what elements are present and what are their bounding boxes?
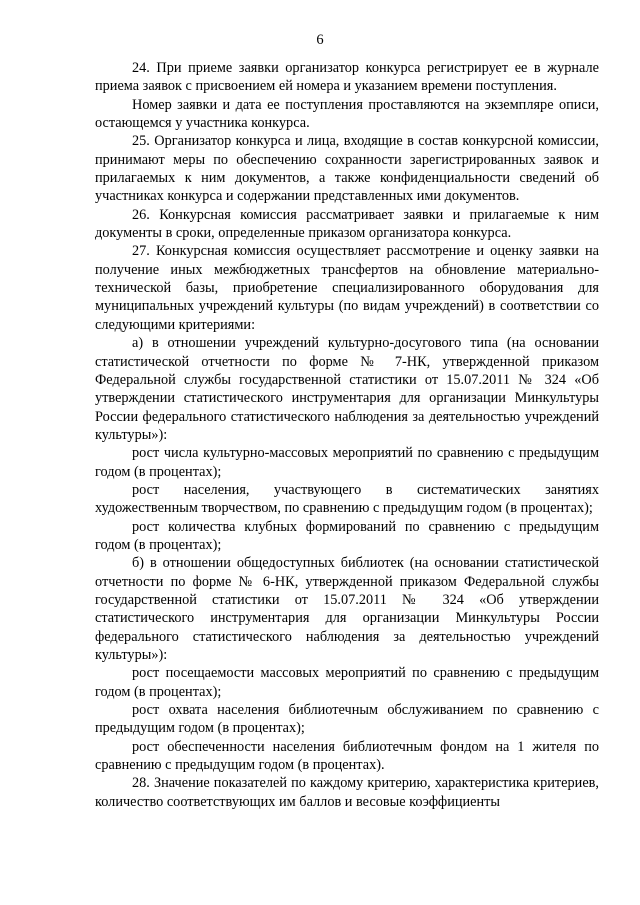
paragraph-25: 25. Организатор конкурса и лица, входящие в состав конкурсной комиссии, принимают меры по обеспечению сохранности зарегистрированных заявок и прилагаемых к ним документов, а также конфиденциальности сведений об участниках конкурса и содержании представленных ими документов. [95,133,599,205]
criteria-b-intro: б) в отношении общедоступных библиотек (на основании статистической отчетности по форме № 6-НК, утвержденной приказом Федеральной службы государственной статистики от 15.07.2011 № 324 «Об утверждении статистического инструментария для организации Минкультуры России федерального статистического наблюдения за деятельностью учреждений культуры»): [95,555,599,663]
paragraph-24: 24. При приеме заявки организатор конкурса регистрирует ее в журнале приема заявок с присвоением ей номера и указанием времени поступления. [95,60,599,95]
criteria-a-item-1: рост числа культурно-массовых мероприятий по сравнению с предыдущим годом (в процентах); [95,445,599,480]
paragraph-26: 26. Конкурсная комиссия рассматривает заявки и прилагаемые к ним документы в сроки, определенные приказом организатора конкурса. [95,206,599,242]
paragraph-28: 28. Значение показателей по каждому критерию, характеристика критериев, количество соответствующих им баллов и весовые коэффициенты [95,775,599,810]
criteria-b-item-2: рост охвата населения библиотечным обслуживанием по сравнению с предыдущим годом (в процентах); [95,702,599,737]
criteria-b-item-3: рост обеспеченности населения библиотечным фондом на 1 жителя по сравнению с предыдущим годом (в процентах). [95,738,599,774]
paragraph-24-note: Номер заявки и дата ее поступления проставляются на экземпляре описи, остающемся у участника конкурса. [95,96,599,132]
document-body [95,59,599,811]
criteria-a-item-2: рост населения, участвующего в систематических занятиях художественным творчеством, по сравнению с предыдущим годом (в процентах); [95,481,599,517]
paragraph-27: 27. Конкурсная комиссия осуществляет рассмотрение и оценку заявки на получение иных межбюджетных трансфертов на обновление материально-технической базы, приобретение специализированного оборудования для муниципальных учреждений культуры (по видам учреждений) в соответствии со следующими критериями: [95,243,599,333]
criteria-b-item-1: рост посещаемости массовых мероприятий по сравнению с предыдущим годом (в процентах); [95,665,599,700]
criteria-a-intro: а) в отношении учреждений культурно-досугового типа (на основании статистической отчетности по форме № 7-НК, утвержденной приказом Федеральной службы государственной статистики от 15.07.2011 № 324 «Об утверждении статистического инструментария для организации Минкультуры России федерального статистического наблюдения за деятельностью учреждений культуры»): [95,335,599,443]
criteria-a-item-3: рост количества клубных формирований по сравнению с предыдущим годом (в процентах); [95,518,599,553]
page-number: 6 [316,32,324,48]
